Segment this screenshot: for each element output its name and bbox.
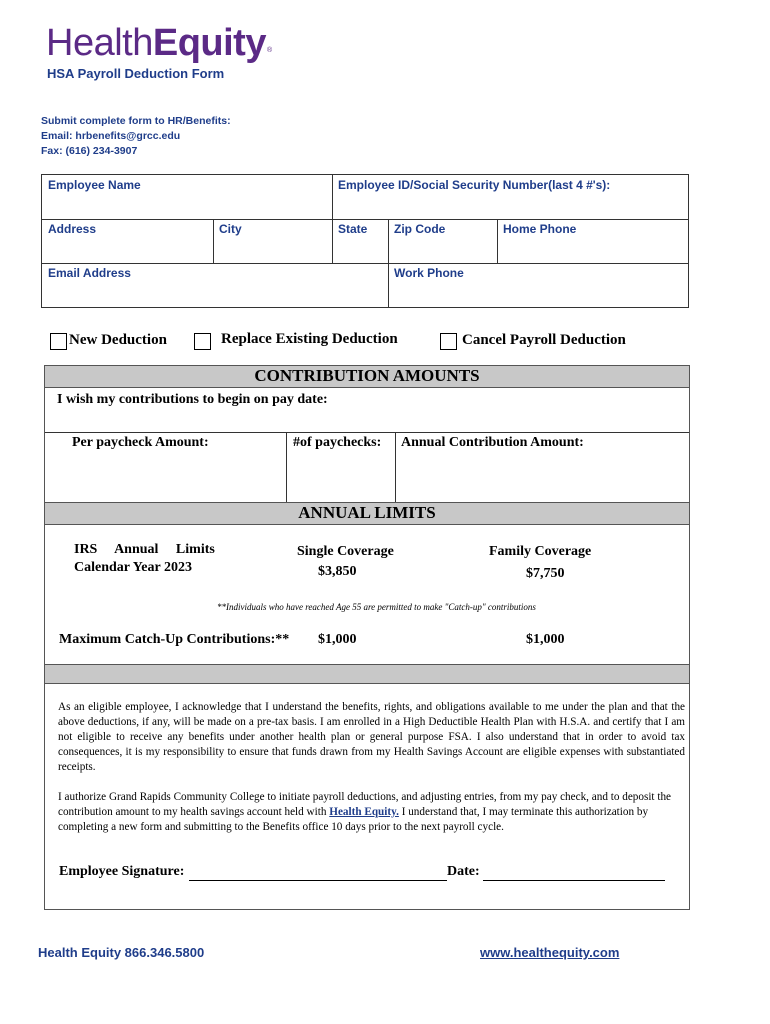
family-coverage-label: Family Coverage — [489, 544, 592, 559]
contributions-box — [44, 365, 690, 910]
new-deduction-checkbox[interactable] — [50, 333, 67, 350]
address-field[interactable] — [42, 219, 213, 263]
separator-band — [45, 664, 689, 684]
contribution-amounts-header — [45, 366, 689, 388]
employee-info-table — [41, 174, 689, 308]
authorization-text-b: I understand that, I may terminate this authorization by completing a new form and submitting to the Benefits office 10 days prior to the next payroll cycle. — [58, 806, 649, 833]
acknowledgement-paragraph: As an eligible employee, I acknowledge that I understand the benefits, rights, and obligations available to me under the plan and that the above deductions, if any, will be made on a pre-tax basis. I am enrolled in a High Deductible Health Plan with H.S.A. and certify that I am not eligible to receive any benefits under another health plan or general purpose FSA. I also understand that in order to avoid tax consequences, it is my responsibility to ensure that funds drawn from my Health Savings Account are eligible expenses with substantiated receipts. — [58, 701, 685, 773]
annual-amount-input[interactable] — [399, 456, 687, 498]
begin-date-label: I wish my contributions to begin on pay date: — [57, 392, 328, 407]
signature-label: Employee Signature: — [59, 864, 185, 879]
submit-instructions: Submit complete form to HR/Benefits: — [41, 115, 231, 127]
single-coverage-value: $3,850 — [318, 564, 357, 579]
employee-id-field[interactable] — [332, 175, 688, 219]
contribution-amounts-title: CONTRIBUTION AMOUNTS — [254, 366, 480, 385]
email-field[interactable] — [42, 263, 388, 307]
date-label: Date: — [447, 864, 480, 879]
submit-fax: Fax: (616) 234-3907 — [41, 145, 138, 157]
replace-deduction-label: Replace Existing Deduction — [221, 331, 398, 347]
logo-registered-mark: ® — [266, 47, 272, 54]
city-label: City — [219, 222, 242, 236]
zip-label: Zip Code — [394, 222, 446, 236]
state-field[interactable] — [332, 219, 388, 263]
form-title: HSA Payroll Deduction Form — [47, 66, 225, 81]
per-paycheck-input[interactable] — [49, 456, 283, 498]
employee-id-label: Employee ID/Social Security Number(last 4 #'s): — [338, 178, 611, 192]
cancel-deduction-label: Cancel Payroll Deduction — [462, 332, 626, 348]
email-label: Email Address — [48, 266, 131, 280]
employee-name-field[interactable] — [42, 175, 332, 219]
num-paychecks-label: #of paychecks: — [293, 435, 382, 450]
replace-deduction-checkbox[interactable] — [194, 333, 211, 350]
irs-calendar-year: Calendar Year 2023 — [74, 560, 192, 575]
submit-email: Email: hrbenefits@grcc.edu — [41, 130, 181, 142]
begin-date-input[interactable] — [345, 394, 675, 430]
annual-amount-label: Annual Contribution Amount: — [401, 435, 584, 450]
cancel-deduction-checkbox[interactable] — [440, 333, 457, 350]
health-equity-link[interactable]: Health Equity. — [329, 806, 399, 818]
city-field[interactable] — [213, 219, 332, 263]
work-phone-label: Work Phone — [394, 266, 464, 280]
catchup-label: Maximum Catch-Up Contributions:** — [59, 632, 290, 647]
date-line[interactable] — [483, 880, 665, 881]
num-paychecks-input[interactable] — [290, 456, 392, 498]
authorization-text-a: I authorize Grand Rapids Community College to initiate payroll deductions, and adjusting entries, from my pay check, and to deposit the contribution amount to my health savings account held with — [58, 791, 672, 818]
state-label: State — [338, 222, 368, 236]
single-coverage-label: Single Coverage — [297, 544, 394, 559]
home-phone-label: Home Phone — [503, 222, 577, 236]
catchup-family-value: $1,000 — [526, 632, 565, 647]
employee-name-label: Employee Name — [48, 178, 141, 192]
footer-website-link[interactable]: www.healthequity.com — [480, 945, 620, 960]
new-deduction-label: New Deduction — [69, 332, 167, 348]
home-phone-field[interactable] — [497, 219, 688, 263]
logo-health: Health — [46, 22, 153, 64]
zip-field[interactable] — [388, 219, 497, 263]
authorization-paragraph — [58, 790, 680, 835]
address-label: Address — [48, 222, 97, 236]
irs-limits-label: IRS Annual Limits — [74, 542, 215, 557]
logo-equity: Equity — [152, 22, 266, 64]
catchup-note: **Individuals who have reached Age 55 are permitted to make "Catch-up" contributions — [217, 602, 536, 612]
family-coverage-value: $7,750 — [526, 566, 565, 581]
per-paycheck-label: Per paycheck Amount: — [72, 435, 209, 450]
healthequity-logo — [46, 22, 272, 64]
footer-phone: Health Equity 866.346.5800 — [38, 945, 205, 960]
catchup-single-value: $1,000 — [318, 632, 357, 647]
annual-limits-title: ANNUAL LIMITS — [298, 503, 436, 522]
work-phone-field[interactable] — [388, 263, 688, 307]
annual-limits-header — [45, 502, 689, 525]
signature-line[interactable] — [189, 880, 447, 881]
